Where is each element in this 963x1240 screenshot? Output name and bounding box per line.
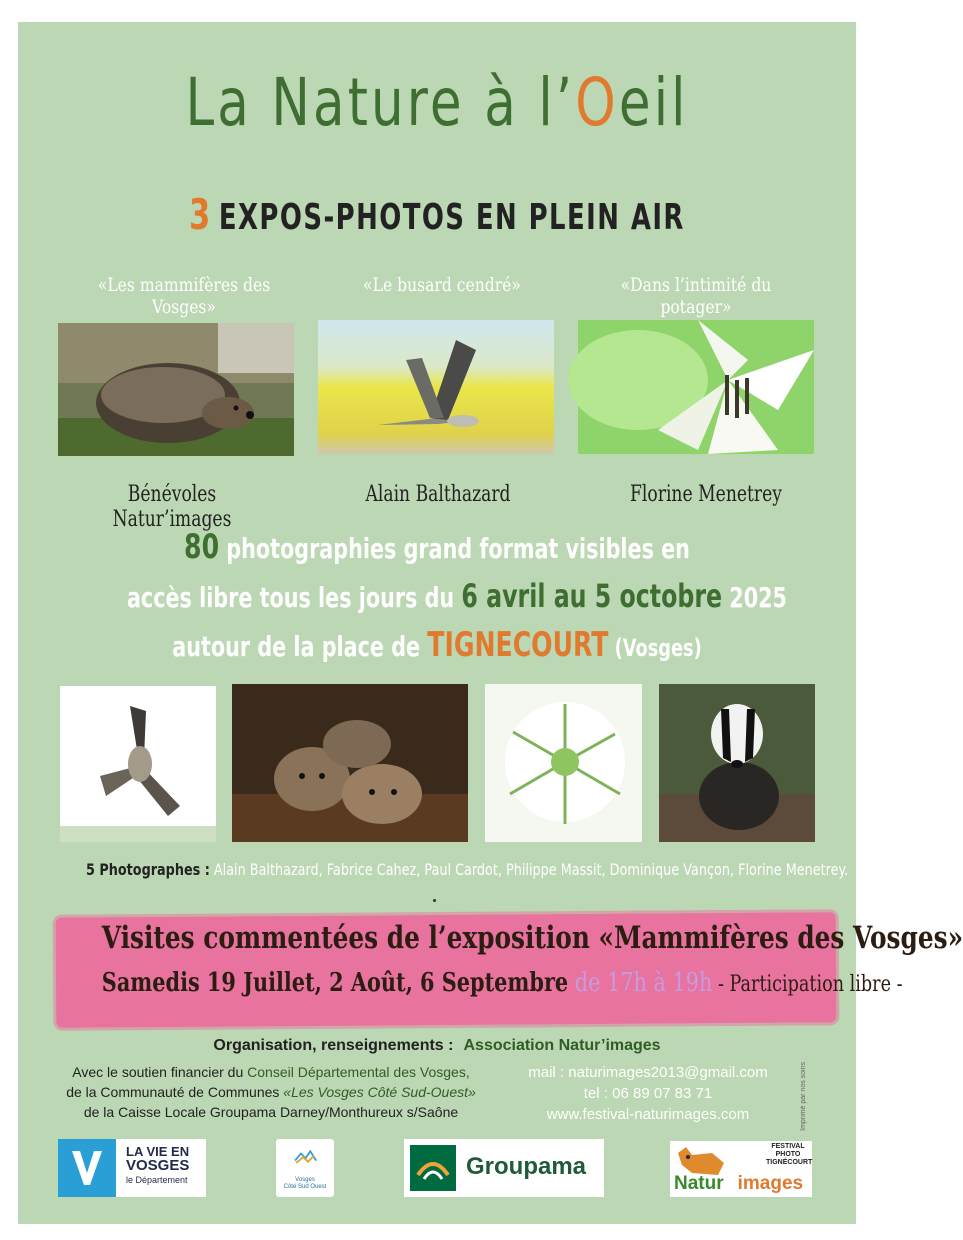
naturimages-name bbox=[674, 1173, 803, 1195]
credit-garden: Florine Menetrey bbox=[630, 482, 782, 507]
ccvso-logo bbox=[276, 1139, 334, 1197]
subtitle-number: 3 bbox=[189, 190, 212, 239]
printed-note: Imprimé par nos soins bbox=[800, 1062, 807, 1131]
credit-mammals: Bénévoles Natur’images bbox=[112, 482, 232, 532]
vosges-line2: VOSGES bbox=[126, 1157, 190, 1174]
poster bbox=[18, 22, 963, 1224]
funding-support bbox=[56, 1062, 486, 1122]
organisation-assoc: Association Natur’images bbox=[463, 1037, 661, 1054]
support-council: Conseil Départemental des Vosges, bbox=[247, 1064, 470, 1080]
support-line2-pre: de la Communauté de Communes bbox=[66, 1084, 284, 1100]
info-dates: 6 avril au 5 octobre bbox=[461, 577, 723, 615]
festival-line1: FESTIVAL bbox=[771, 1143, 805, 1150]
vosges-logo-text bbox=[126, 1145, 189, 1187]
info-line2-pre: accès libre tous les jours du bbox=[126, 581, 462, 614]
photographers-list bbox=[86, 860, 848, 879]
festival-photo-label bbox=[766, 1143, 813, 1167]
guided-tours-dates bbox=[101, 968, 903, 998]
harrier-photo bbox=[318, 320, 554, 454]
vosges-line1: LA VIE EN bbox=[126, 1144, 190, 1159]
title-part2: eil bbox=[618, 64, 689, 141]
page-title bbox=[110, 64, 764, 141]
info-line3-pre: autour de la place de bbox=[172, 630, 428, 663]
info-region: (Vosges) bbox=[608, 634, 702, 662]
tour-dates: Samedis 19 Juillet, 2 Août, 6 Septembre bbox=[101, 968, 569, 998]
photographers-names: Alain Balthazard, Fabrice Cahez, Paul Cardot, Philippe Massit, Dominique Vançon, Florine Menetrey. bbox=[209, 860, 849, 879]
support-line-2 bbox=[56, 1082, 486, 1102]
contact-mail[interactable]: mail : naturimages2013@gmail.com bbox=[528, 1064, 768, 1081]
tour-participation: - Participation libre - bbox=[712, 972, 903, 997]
naturimages-name2: images bbox=[737, 1173, 804, 1194]
vosges-line3: le Département bbox=[126, 1175, 188, 1185]
gallery-kittens-photo bbox=[232, 684, 468, 842]
contact-tel: tel : 06 89 07 83 71 bbox=[583, 1085, 713, 1102]
expo-title-garden: «Dans l’intimité du potager» bbox=[620, 274, 772, 318]
info-year: 2025 bbox=[722, 581, 787, 614]
gallery-badger-photo bbox=[659, 684, 815, 842]
credit-harrier: Alain Balthazard bbox=[365, 482, 511, 507]
title-o: O bbox=[575, 64, 619, 141]
guided-tours-title: Visites commentées de l’exposition «Mammifères des Vosges» bbox=[101, 920, 963, 956]
photographers-label: 5 Photographes : bbox=[86, 860, 210, 879]
support-line-3: de la Caisse Locale Groupama Darney/Monthureux s/Saône bbox=[83, 1104, 459, 1120]
groupama-name: Groupama bbox=[466, 1153, 587, 1180]
vosges-logo bbox=[58, 1139, 206, 1197]
contact-info bbox=[498, 1062, 798, 1125]
subtitle-text: EXPOS-PHOTOS EN PLEIN AIR bbox=[218, 197, 685, 238]
ccvso-logo-text bbox=[276, 1177, 334, 1191]
gallery-harrier-photo bbox=[60, 686, 216, 842]
vosges-v-icon bbox=[58, 1139, 116, 1197]
ccvso-line2: Côté Sud Ouest bbox=[283, 1184, 327, 1190]
support-line1-pre: Avec le soutien financier du bbox=[72, 1064, 248, 1080]
expo-title-harrier: «Le busard cendré» bbox=[363, 274, 521, 296]
flower-photo bbox=[578, 320, 814, 454]
ccvso-hills-icon bbox=[276, 1143, 334, 1177]
naturimages-logo bbox=[670, 1141, 812, 1197]
groupama-emblem-icon bbox=[410, 1145, 456, 1191]
support-community: «Les Vosges Côté Sud-Ouest» bbox=[283, 1084, 476, 1100]
subtitle bbox=[135, 190, 738, 239]
contact-website[interactable]: www.festival-naturimages.com bbox=[546, 1106, 750, 1123]
ccvso-line1: Vosges bbox=[295, 1177, 315, 1183]
info-line1-text: photographies grand format visibles en bbox=[219, 532, 690, 565]
hedgehog-photo bbox=[58, 323, 294, 456]
info-count: 80 bbox=[184, 527, 220, 567]
info-line-3 bbox=[127, 625, 747, 665]
organisation bbox=[18, 1037, 856, 1055]
info-line-2 bbox=[126, 577, 787, 615]
separator-dot bbox=[433, 899, 436, 902]
info-line-1 bbox=[127, 527, 747, 567]
tour-time: de 17h à 19h bbox=[568, 968, 713, 998]
festival-line2: PHOTO bbox=[775, 1151, 801, 1158]
festival-line3: TIGNÉCOURT bbox=[766, 1159, 813, 1166]
organisation-label: Organisation, renseignements : bbox=[213, 1037, 454, 1054]
expo-title-mammals: «Les mammifères des Vosges» bbox=[97, 274, 271, 318]
naturimages-name1: Natur bbox=[674, 1173, 724, 1194]
gallery-flower-photo bbox=[485, 684, 642, 842]
title-part1: La Nature à l’ bbox=[185, 64, 576, 141]
groupama-logo bbox=[404, 1139, 604, 1197]
info-town: TIGNECOURT bbox=[427, 625, 609, 665]
support-line-1 bbox=[56, 1062, 486, 1082]
